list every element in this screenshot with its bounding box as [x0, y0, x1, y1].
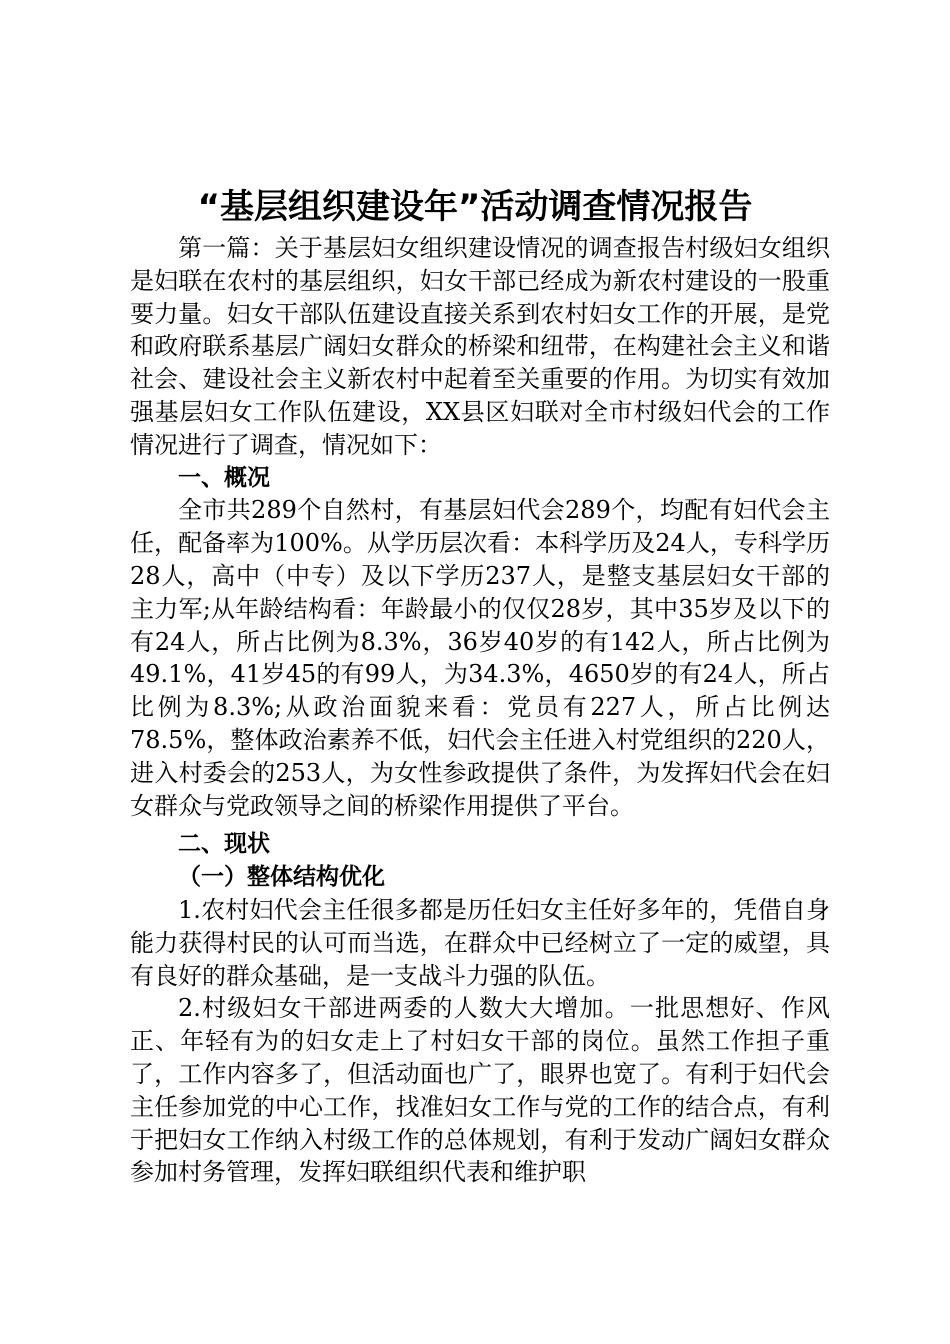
section-heading-status: 二、现状: [178, 831, 270, 858]
overview-paragraph: 全市共289个自然村，有基层妇代会289个，均配有妇代会主任，配备率为100%。从学历层次看：本科学历及24人，专科学历28人，高中（中专）及以下学历237人，是整支基层妇女干部的主力军;从年龄结构看：年龄最小的仅仅28岁，其中35岁及以下的有24人，所占比例为8.3%，36岁40岁的有142人，所占比例为49.1%，41岁45的有99人，为34.3%，4650岁的有24人，所占比例为8.3%;从政治面貌来看：党员有227人，所占比例达78.5%，整体政治素养不低，妇代会主任进入村党组织的220人，进入村委会的253人，为女性参政提供了条件，为发挥妇代会在妇女群众与党政领导之间的桥梁作用提供了平台。: [130, 496, 830, 820]
document-title: “基层组织建设年”活动调查情况报告: [197, 187, 753, 227]
status-paragraph-1: 1.农村妇代会主任很多都是历任妇女主任好多年的，凭借自身能力获得村民的认可而当选，在群众中已经树立了一定的威望，具有良好的群众基础，是一支战斗力强的队伍。: [130, 895, 830, 990]
status-paragraph-2: 2.村级妇女干部进两委的人数大大增加。一批思想好、作风正、年轻有为的妇女走上了村妇女干部的岗位。虽然工作担子重了，工作内容多了，但活动面也广了，眼界也宽了。有利于妇代会主任参加党的中心工作，找准妇女工作与党的工作的结合点，有利于把妇女工作纳入村级工作的总体规划，有利于发动广阔妇女群众参加村务管理，发挥妇联组织代表和维护职: [130, 994, 830, 1187]
intro-paragraph: 第一篇：关于基层妇女组织建设情况的调查报告村级妇女组织是妇联在农村的基层组织，妇女干部已经成为新农村建设的一股重要力量。妇女干部队伍建设直接关系到农村妇女工作的开展，是党和政府联系基层广阔妇女群众的桥梁和纽带，在构建社会主义和谐社会、建设社会主义新农村中起着至关重要的作用。为切实有效加强基层妇女工作队伍建设，XX县区妇联对全市村级妇代会的工作情况进行了调查，情况如下：: [130, 234, 830, 459]
subsection-heading-structure: （一）整体结构优化: [178, 864, 385, 891]
document-body: [130, 232, 830, 1189]
section-heading-overview: 一、概况: [178, 464, 270, 491]
